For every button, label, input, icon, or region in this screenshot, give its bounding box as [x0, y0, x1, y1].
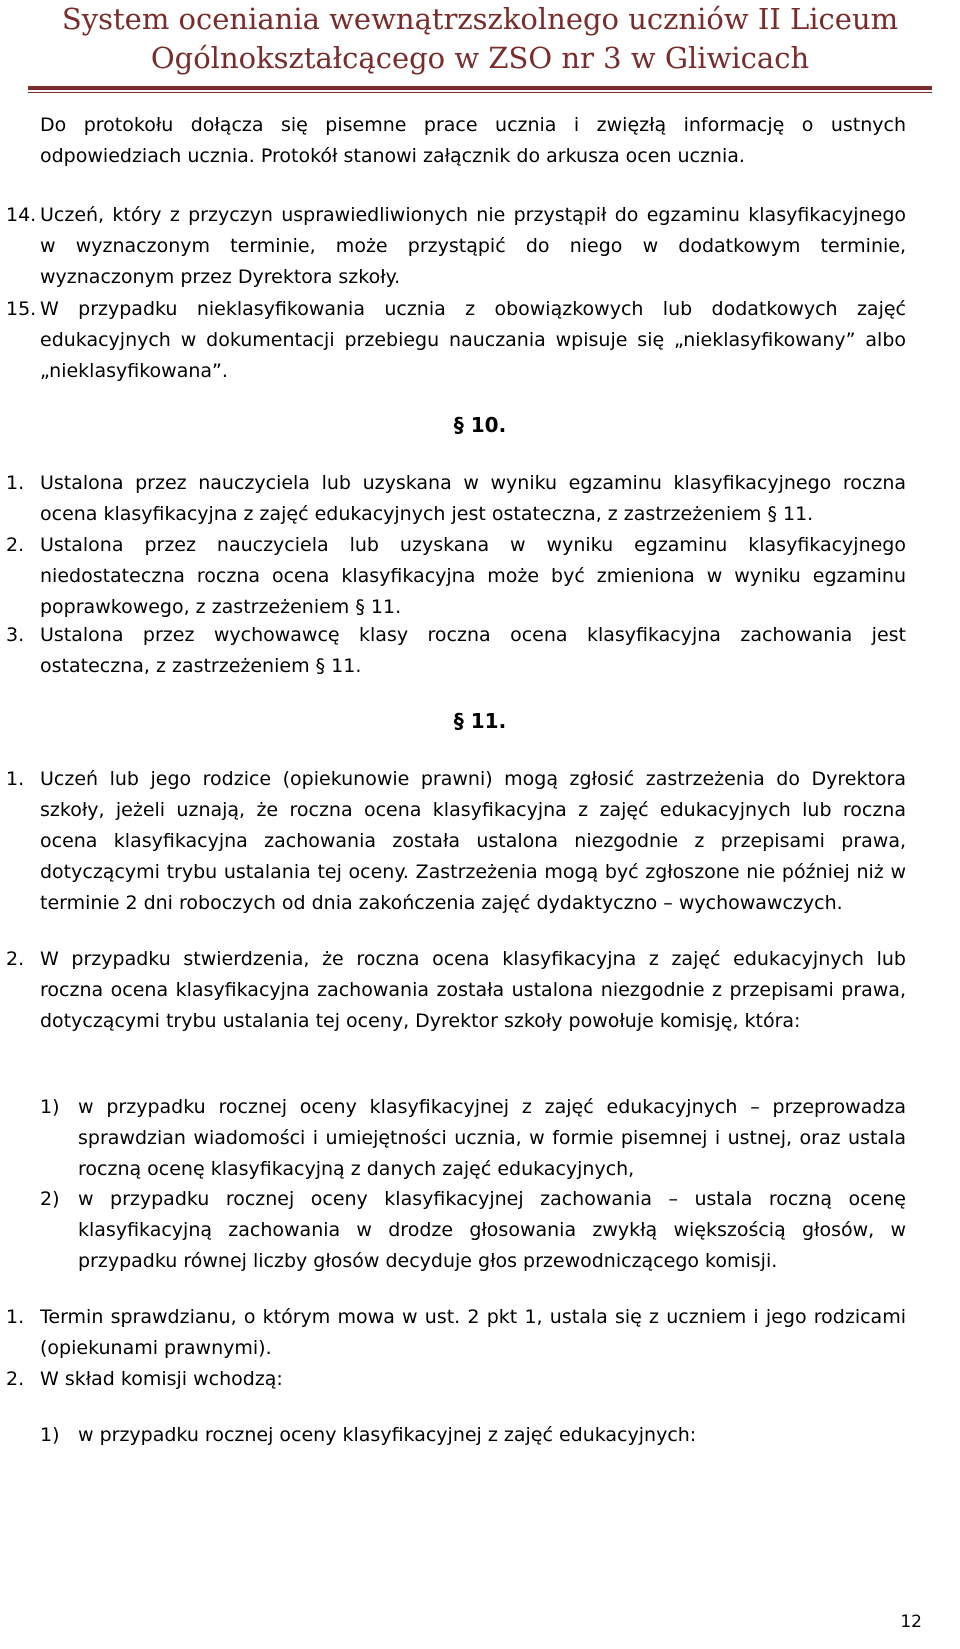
list-item: [6, 764, 906, 919]
list-item: [6, 1302, 906, 1364]
list-item-number: 2.: [6, 948, 25, 970]
list-item-number: 1.: [6, 1306, 25, 1328]
list-item-15: [6, 294, 906, 387]
list-item-text: Uczeń, który z przyczyn usprawiedliwionych nie przystąpił do egzaminu klasyfikacyjnego w wyznaczonym terminie, może przystąpić do niego w dodatkowym terminie, wyznaczonym przez Dyrektora szkoły.: [40, 204, 906, 288]
sub-list-item: [40, 1092, 906, 1185]
sub-list-item-text: w przypadku rocznej oceny klasyfikacyjnej z zajęć edukacyjnych:: [78, 1424, 697, 1446]
list-item-number: 1.: [6, 768, 25, 790]
list-item: [6, 944, 906, 1037]
list-item-text: W przypadku stwierdzenia, że roczna ocena klasyfikacyjna z zajęć edukacyjnych lub roczna ocena klasyfikacyjna zachowania została ustalona niezgodnie z przepisami prawa, dotyczącymi trybu ustalania tej oceny, Dyrektor szkoły powołuje komisję, która:: [40, 948, 906, 1032]
list-item-text: Termin sprawdzianu, o którym mowa w ust. 2 pkt 1, ustala się z uczniem i jego rodzicami (opiekunami prawnymi).: [40, 1306, 906, 1359]
sub-list-item: [40, 1184, 906, 1277]
list-item-number: 2.: [6, 1368, 25, 1390]
list-item-text: Ustalona przez nauczyciela lub uzyskana w wyniku egzaminu klasyfikacyjnego roczna ocena klasyfikacyjna z zajęć edukacyjnych jest ostateczna, z zastrzeżeniem § 11.: [40, 472, 906, 525]
intro-paragraph: Do protokołu dołącza się pisemne prace ucznia i zwięzłą informację o ustnych odpowiedziach ucznia. Protokół stanowi załącznik do arkusza ocen ucznia.: [40, 114, 906, 167]
list-item-text: W przypadku nieklasyfikowania ucznia z obowiązkowych lub dodatkowych zajęć edukacyjnych w dokumentacji przebiegu nauczania wpisuje się „nieklasyfikowany” albo „nieklasyfikowana”.: [40, 298, 906, 382]
list-item: [6, 1364, 906, 1395]
list-item-text: Ustalona przez wychowawcę klasy roczna ocena klasyfikacyjna zachowania jest ostateczna, z zastrzeżeniem § 11.: [40, 624, 906, 677]
list-item-number: 15.: [6, 298, 37, 320]
list-item-14: [6, 200, 906, 293]
header-title-line-1: System oceniania wewnątrzszkolnego uczniów II Liceum: [61, 2, 899, 36]
header-title-line-2: Ogólnokształcącego w ZSO nr 3 w Gliwicach: [150, 41, 810, 75]
sub-list-item-number: 1): [40, 1424, 60, 1446]
list-item: [6, 530, 906, 623]
list-item-text: Ustalona przez nauczyciela lub uzyskana w wyniku egzaminu klasyfikacyjnego niedostateczna roczna ocena klasyfikacyjna może być zmieniona w wyniku egzaminu poprawkowego, z zastrzeżeniem § 11.: [40, 534, 906, 618]
list-item-text: Uczeń lub jego rodzice (opiekunowie prawni) mogą zgłosić zastrzeżenia do Dyrektora szkoły, jeżeli uznają, że roczna ocena klasyfikacyjna z zajęć edukacyjnych lub roczna ocena klasyfikacyjna zachowania została ustalona niezgodnie z przepisami prawa, dotyczącymi trybu ustalania tej oceny. Zastrzeżenia mogą być zgłoszone nie później niż w terminie 2 dni roboczych od dnia zakończenia zajęć dydaktyczno – wychowawczych.: [40, 768, 906, 914]
sub-list-item-number: 1): [40, 1096, 60, 1118]
section-heading-11: § 11.: [453, 709, 507, 733]
list-item-number: 1.: [6, 472, 25, 494]
sub-list-item-number: 2): [40, 1188, 60, 1210]
page-number: 12: [900, 1612, 922, 1632]
sub-list-item: [40, 1420, 906, 1451]
section-heading-10: § 10.: [453, 413, 507, 437]
list-item: [6, 468, 906, 530]
sub-list-item-text: w przypadku rocznej oceny klasyfikacyjnej zachowania – ustala roczną ocenę klasyfikacyjną zachowania w drodze głosowania zwykłą większością głosów, w przypadku równej liczby głosów decyduje głos przewodniczącego komisji.: [78, 1188, 906, 1272]
list-item-number: 3.: [6, 624, 25, 646]
list-item-text: W skład komisji wchodzą:: [40, 1368, 283, 1390]
sub-list-item-text: w przypadku rocznej oceny klasyfikacyjnej z zajęć edukacyjnych – przeprowadza sprawdzian wiadomości i umiejętności ucznia, w formie pisemnej i ustnej, oraz ustala roczną ocenę klasyfikacyjną z danych zajęć edukacyjnych,: [78, 1096, 906, 1180]
list-item-number: 2.: [6, 534, 25, 556]
list-item-number: 14.: [6, 204, 37, 226]
list-item: [6, 620, 906, 682]
